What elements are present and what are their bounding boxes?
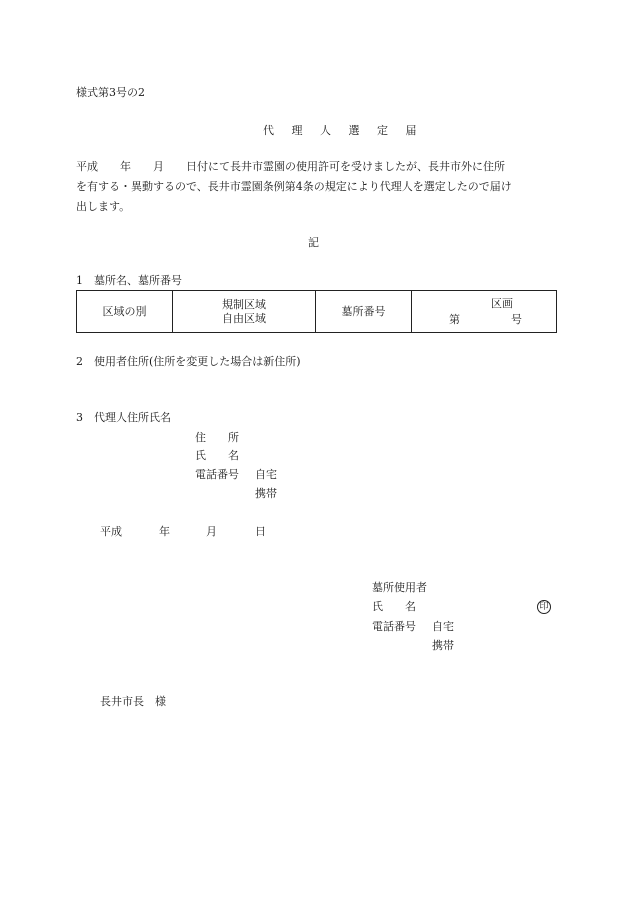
section-label: 区画 bbox=[491, 297, 513, 310]
area-type-cell bbox=[77, 291, 173, 333]
ki-heading: 記 bbox=[308, 236, 319, 249]
agent-name-label: 氏 名 bbox=[195, 449, 239, 462]
intro-line-2: を有する・異動するので、長井市霊園条例第4条の規定により代理人を選定したので届け bbox=[76, 180, 512, 193]
date-day: 日 bbox=[255, 525, 266, 538]
agent-address-label: 住 所 bbox=[195, 431, 239, 444]
go-label: 号 bbox=[511, 313, 522, 326]
grave-number-label: 墓所番号 bbox=[341, 304, 386, 318]
intro-line-1: 平成 年 月 日付にて長井市霊園の使用許可を受けましたが、長井市外に住所 bbox=[76, 160, 505, 173]
regulated-zone-label: 規制区域 bbox=[222, 297, 266, 311]
agent-phone-label: 電話番号 bbox=[195, 468, 239, 481]
date-year: 年 bbox=[159, 525, 170, 538]
zone-cell bbox=[173, 291, 316, 333]
section2-heading: 2 使用者住所(住所を変更した場合は新住所) bbox=[76, 355, 301, 368]
dai-label: 第 bbox=[449, 313, 460, 326]
addressee: 長井市長 様 bbox=[100, 695, 166, 708]
grave-user-name-label: 氏 名 bbox=[372, 600, 416, 613]
section-number-cell bbox=[412, 291, 557, 333]
grave-user-phone-label: 電話番号 bbox=[372, 620, 416, 633]
grave-user-heading: 墓所使用者 bbox=[372, 581, 427, 594]
seal-mark: 印 bbox=[537, 600, 551, 614]
agent-home-label: 自宅 bbox=[255, 468, 277, 481]
section1-heading: 1 墓所名、墓所番号 bbox=[76, 274, 182, 287]
form-number: 様式第3号の2 bbox=[76, 86, 145, 99]
free-zone-label: 自由区域 bbox=[222, 311, 266, 325]
section3-heading: 3 代理人住所氏名 bbox=[76, 411, 171, 424]
date-era: 平成 bbox=[100, 525, 122, 538]
grave-number-cell bbox=[316, 291, 412, 333]
agent-mobile-label: 携帯 bbox=[255, 487, 277, 500]
grave-user-mobile-label: 携帯 bbox=[432, 639, 454, 652]
intro-line-3: 出します。 bbox=[76, 200, 131, 213]
date-month: 月 bbox=[206, 525, 217, 538]
grave-table bbox=[76, 290, 557, 333]
grave-user-home-label: 自宅 bbox=[432, 620, 454, 633]
document-title: 代 理 人 選 定 届 bbox=[263, 124, 424, 137]
area-type-label: 区域の別 bbox=[102, 304, 147, 318]
